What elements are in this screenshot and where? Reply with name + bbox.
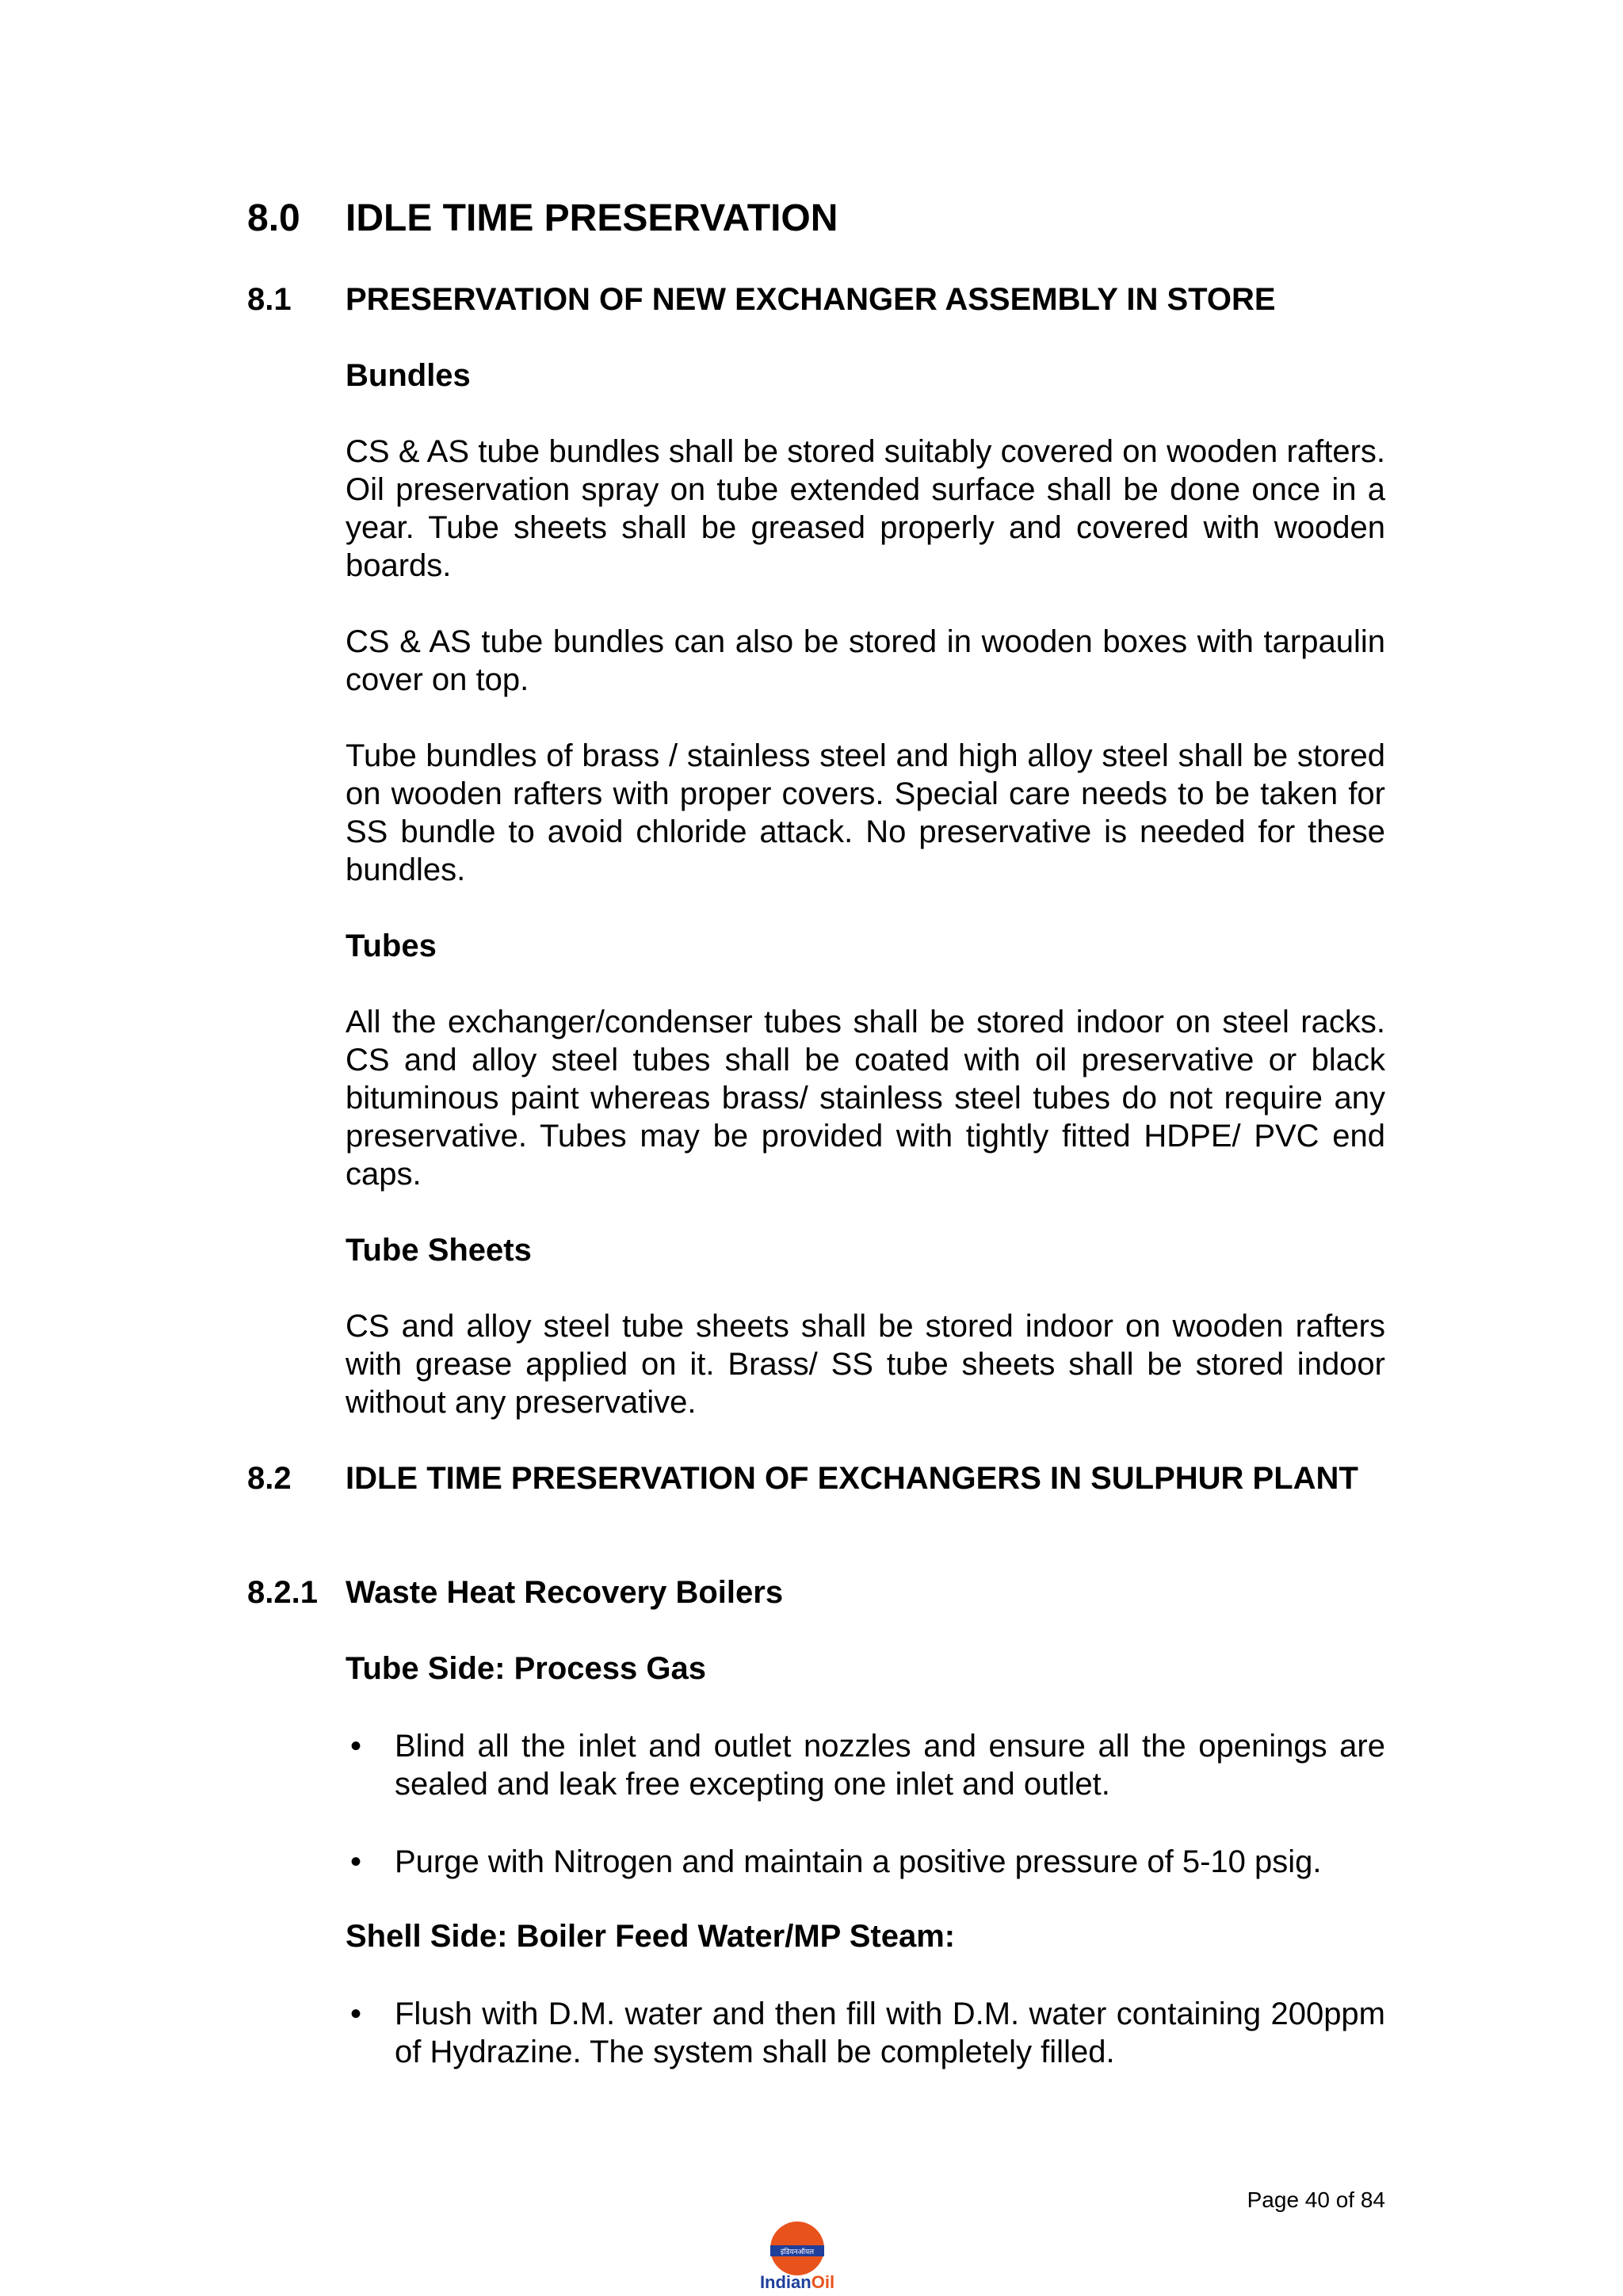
- bullet-icon: •: [350, 1997, 362, 2031]
- bundles-heading: Bundles: [346, 358, 471, 393]
- section-title: IDLE TIME PRESERVATION: [346, 197, 838, 239]
- list-item: [346, 1727, 1385, 1803]
- logo-hindi-text: इंडियनऑयल: [780, 2248, 815, 2256]
- tube-sheets-paragraph: CS and alloy steel tube sheets shall be stored indoor on wooden rafters with grease applied on it. Brass/ SS tube sheets shall be stored indoor without any preservative.: [346, 1309, 1385, 1420]
- tubes-paragraph: All the exchanger/condenser tubes shall be stored indoor on steel racks. CS and alloy steel tubes shall be coated with oil preservative or black bituminous paint whereas brass/ stainless steel tubes do not require any preservative. Tubes may be provided with tightly fitted HDPE/ PVC end caps.: [346, 1005, 1385, 1192]
- bullet-icon: •: [350, 1729, 362, 1764]
- section-title: PRESERVATION OF NEW EXCHANGER ASSEMBLY IN STORE: [346, 282, 1276, 317]
- tubes-heading: Tubes: [346, 929, 437, 963]
- tube-sheets-heading: Tube Sheets: [346, 1233, 532, 1268]
- list-item-text: Flush with D.M. water and then fill with D.M. water containing 200ppm of Hydrazine. The system shall be completely filled.: [395, 1997, 1385, 2069]
- logo-word-indian: Indian: [759, 2272, 812, 2292]
- page-number: Page 40 of 84: [1247, 2187, 1385, 2212]
- logo-wordmark: [748, 2272, 846, 2293]
- section-number: 8.0: [247, 197, 300, 239]
- bullet-icon: •: [350, 1844, 362, 1879]
- bundles-paragraph-3: Tube bundles of brass / stainless steel and high alloy steel shall be stored on wooden rafters with proper covers. Special care needs to be taken for SS bundle to avoid chloride attack. No preservative is needed for these bundles.: [346, 738, 1385, 887]
- shell-side-heading: Shell Side: Boiler Feed Water/MP Steam:: [346, 1919, 956, 1954]
- list-item: [346, 1995, 1385, 2071]
- list-item: [346, 1843, 1385, 1881]
- section-8-2-heading: [247, 1459, 1385, 1497]
- section-title: Waste Heat Recovery Boilers: [346, 1575, 784, 1610]
- logo-word-oil: Oil: [811, 2272, 835, 2292]
- section-number: 8.1: [247, 282, 292, 317]
- section-number: 8.2: [247, 1461, 292, 1496]
- bundles-paragraph-1: CS & AS tube bundles shall be stored suitably covered on wooden rafters. Oil preservation spray on tube extended surface shall be done once in a year. Tube sheets shall be greased properly and covered with wooden boards.: [346, 434, 1385, 583]
- section-number: 8.2.1: [247, 1575, 318, 1610]
- list-item-text: Blind all the inlet and outlet nozzles and ensure all the openings are sealed and leak free excepting one inlet and outlet.: [395, 1729, 1385, 1802]
- tube-side-heading: Tube Side: Process Gas: [346, 1651, 706, 1686]
- bundles-paragraph-2: CS & AS tube bundles can also be stored in wooden boxes with tarpaulin cover on top.: [346, 624, 1385, 697]
- section-title: IDLE TIME PRESERVATION OF EXCHANGERS IN SULPHUR PLANT: [346, 1461, 1358, 1496]
- list-item-text: Purge with Nitrogen and maintain a positive pressure of 5-10 psig.: [395, 1844, 1322, 1879]
